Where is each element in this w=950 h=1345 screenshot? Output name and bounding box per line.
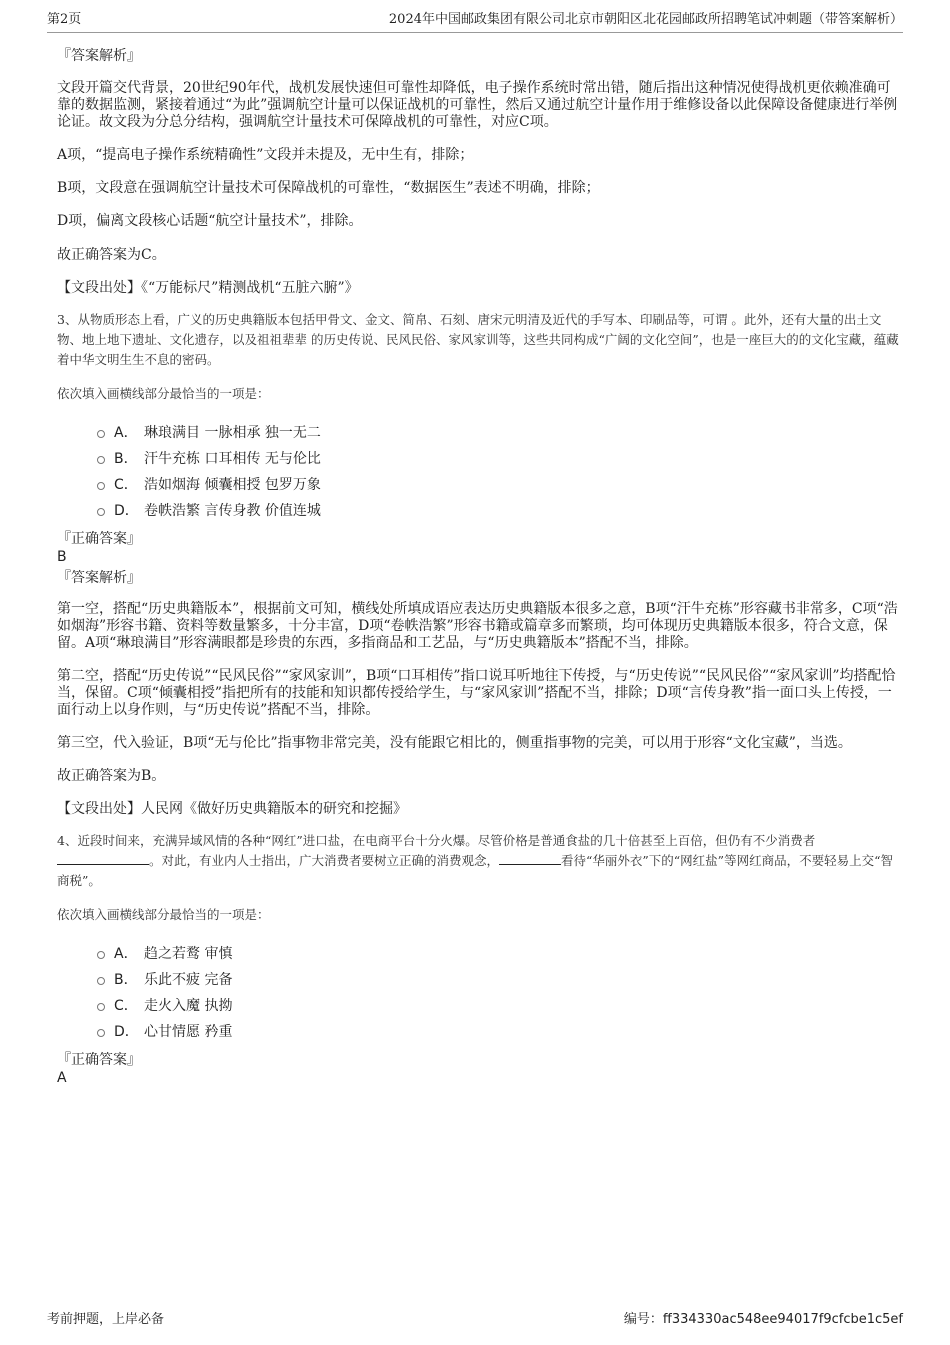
q3-option-d[interactable] (57, 498, 903, 524)
q3-analysis-label: 『答案解析』 (57, 570, 141, 586)
q2-analysis-paragraph: 文段开篇交代背景，20世纪90年代，战机发展快速但可靠性却降低，电子操作系统时常出错，随后指出这种情况使得战机更依赖准确可靠的数据监测，紧接着通过“为此”强调航空计量可以保证战机的可靠性，然后又通过航空计量作用于维修设备以此保障设备健康进行举例论证。故文段为分总分结构，强调航空计量技术可保障战机的可靠性，对应C项。 (57, 80, 898, 130)
radio-icon[interactable] (97, 508, 105, 516)
q4-options (57, 941, 903, 1045)
q3-stem: 3、从物质形态上看，广义的历史典籍版本包括甲骨文、金文、简帛、石刻、唐宋元明清及近代的手写本、印刷品等，可谓 。此外，还有大量的出土文物、地上地下遗址、文化遗存，以及祖祖辈辈 的历史传说、民风民俗、家风家训等，这些共同构成“广阔的文化空间”，也是一座巨大的的文化宝藏，蕴藏着中华文明生生不息的密码。 (57, 312, 899, 367)
option-text: 琳琅满目 一脉相承 独一无二 (144, 425, 321, 441)
q3-analysis-blank-3: 第三空，代入验证，B项“无与伦比”指事物非常完美，没有能跟它相比的，侧重指事物的完美，可以用于形容“文化宝藏”，当选。 (57, 735, 852, 751)
option-letter: A． (114, 425, 138, 441)
q3-option-c[interactable] (57, 472, 903, 498)
q3-option-a[interactable] (57, 420, 903, 446)
q2-analysis-option-b: B项，文段意在强调航空计量技术可保障战机的可靠性，“数据医生”表述不明确，排除； (57, 180, 600, 196)
page-header (47, 8, 903, 33)
page-number: 第2页 (47, 12, 82, 27)
option-text: 乐此不疲 完备 (144, 972, 233, 988)
q2-analysis-option-a: A项，“提高电子操作系统精确性”文段并未提及，无中生有，排除； (57, 147, 474, 163)
q4-correct-label: 『正确答案』 (57, 1052, 141, 1068)
option-text: 汗牛充栋 口耳相传 无与伦比 (144, 451, 321, 467)
page-content (57, 44, 903, 1087)
q4-stem-part-2: 。对此，有业内人士指出，广大消费者要树立正确的消费观念， (149, 853, 500, 868)
q3-conclusion: 故正确答案为B。 (57, 768, 166, 784)
option-text: 趋之若鹜 审慎 (144, 946, 233, 962)
option-letter: C． (114, 998, 138, 1014)
q3-option-b[interactable] (57, 446, 903, 472)
q3-prompt: 依次填入画横线部分最恰当的一项是： (57, 386, 270, 401)
option-letter: D． (114, 503, 139, 519)
option-text: 浩如烟海 倾囊相授 包罗万象 (144, 477, 321, 493)
q2-conclusion: 故正确答案为C。 (57, 247, 166, 263)
q4-stem (57, 831, 903, 891)
radio-icon[interactable] (97, 430, 105, 438)
q4-option-a[interactable] (57, 941, 903, 967)
q4-stem-part-1: 4、近段时间来，充满异域风情的各种“网红”进口盐，在电商平台十分火爆。尽管价格是普通食盐的几十倍甚至上百倍，但仍有不少消费者 (57, 833, 816, 848)
q4-correct-answer: A (57, 1070, 67, 1086)
option-letter: D． (114, 1024, 139, 1040)
q3-analysis-blank-1: 第一空，搭配“历史典籍版本”，根据前文可知，横线处所填成语应表达历史典籍版本很多之意，B项“汗牛充栋”形容藏书非常多，C项“浩如烟海”形容书籍、资料等数量繁多，十分丰富，D项“卷帙浩繁”形容书籍或篇章多而繁琐，均可体现历史典籍版本很多，符合文意，保留。A项“琳琅满目”形容满眼都是珍贵的东西，多指商品和工艺品，与“历史典籍版本”搭配不当，排除。 (57, 601, 898, 651)
option-letter: B． (114, 972, 138, 988)
q3-options (57, 420, 903, 524)
radio-icon[interactable] (97, 456, 105, 464)
document-title: 2024年中国邮政集团有限公司北京市朝阳区北花园邮政所招聘笔试冲刺题（带答案解析） (388, 12, 903, 27)
q4-blank-2 (499, 851, 561, 865)
q4-option-d[interactable] (57, 1019, 903, 1045)
option-letter: B． (114, 451, 138, 467)
q2-analysis-option-d: D项，偏离文段核心话题“航空计量技术”，排除。 (57, 213, 363, 229)
q2-source: 【文段出处】《“万能标尺”精测战机“五脏六腑”》 (57, 280, 359, 296)
q4-option-c[interactable] (57, 993, 903, 1019)
q3-source: 【文段出处】人民网《做好历史典籍版本的研究和挖掘》 (57, 801, 407, 817)
option-text: 卷帙浩繁 言传身教 价值连城 (144, 503, 321, 519)
q3-analysis-blank-2: 第二空，搭配“历史传说”“民风民俗”“家风家训”，B项“口耳相传”指口说耳听地往下传授，与“历史传说”“民风民俗”“家风家训”均搭配恰当，保留。C项“倾囊相授”指把所有的技能和知识都传授给学生，与“家风家训”搭配不当，排除；D项“言传身教”指一面口头上传授，一面行动上以身作则，与“历史传说”搭配不当，排除。 (57, 668, 896, 718)
q4-prompt: 依次填入画横线部分最恰当的一项是： (57, 907, 270, 922)
radio-icon[interactable] (97, 951, 105, 959)
radio-icon[interactable] (97, 1003, 105, 1011)
q3-correct-answer: B (57, 549, 67, 565)
q3-correct-label: 『正确答案』 (57, 531, 141, 547)
radio-icon[interactable] (97, 482, 105, 490)
radio-icon[interactable] (97, 1029, 105, 1037)
option-text: 心甘情愿 矜重 (144, 1024, 233, 1040)
q2-analysis-label: 『答案解析』 (57, 48, 141, 64)
option-letter: A． (114, 946, 138, 962)
q4-blank-1 (57, 851, 149, 865)
document-id: 编号：ff334330ac548ee94017f9cfcbe1c5ef (623, 1312, 903, 1327)
radio-icon[interactable] (97, 977, 105, 985)
q4-stem-part-3: 看待“华丽外衣”下的“网红盐”等网红商品，不要轻易上交“智商税”。 (57, 853, 893, 888)
option-letter: C． (114, 477, 138, 493)
option-text: 走火入魔 执拗 (144, 998, 233, 1014)
q4-option-b[interactable] (57, 967, 903, 993)
footer-slogan: 考前押题，上岸必备 (47, 1312, 165, 1327)
page-footer (47, 1310, 903, 1330)
